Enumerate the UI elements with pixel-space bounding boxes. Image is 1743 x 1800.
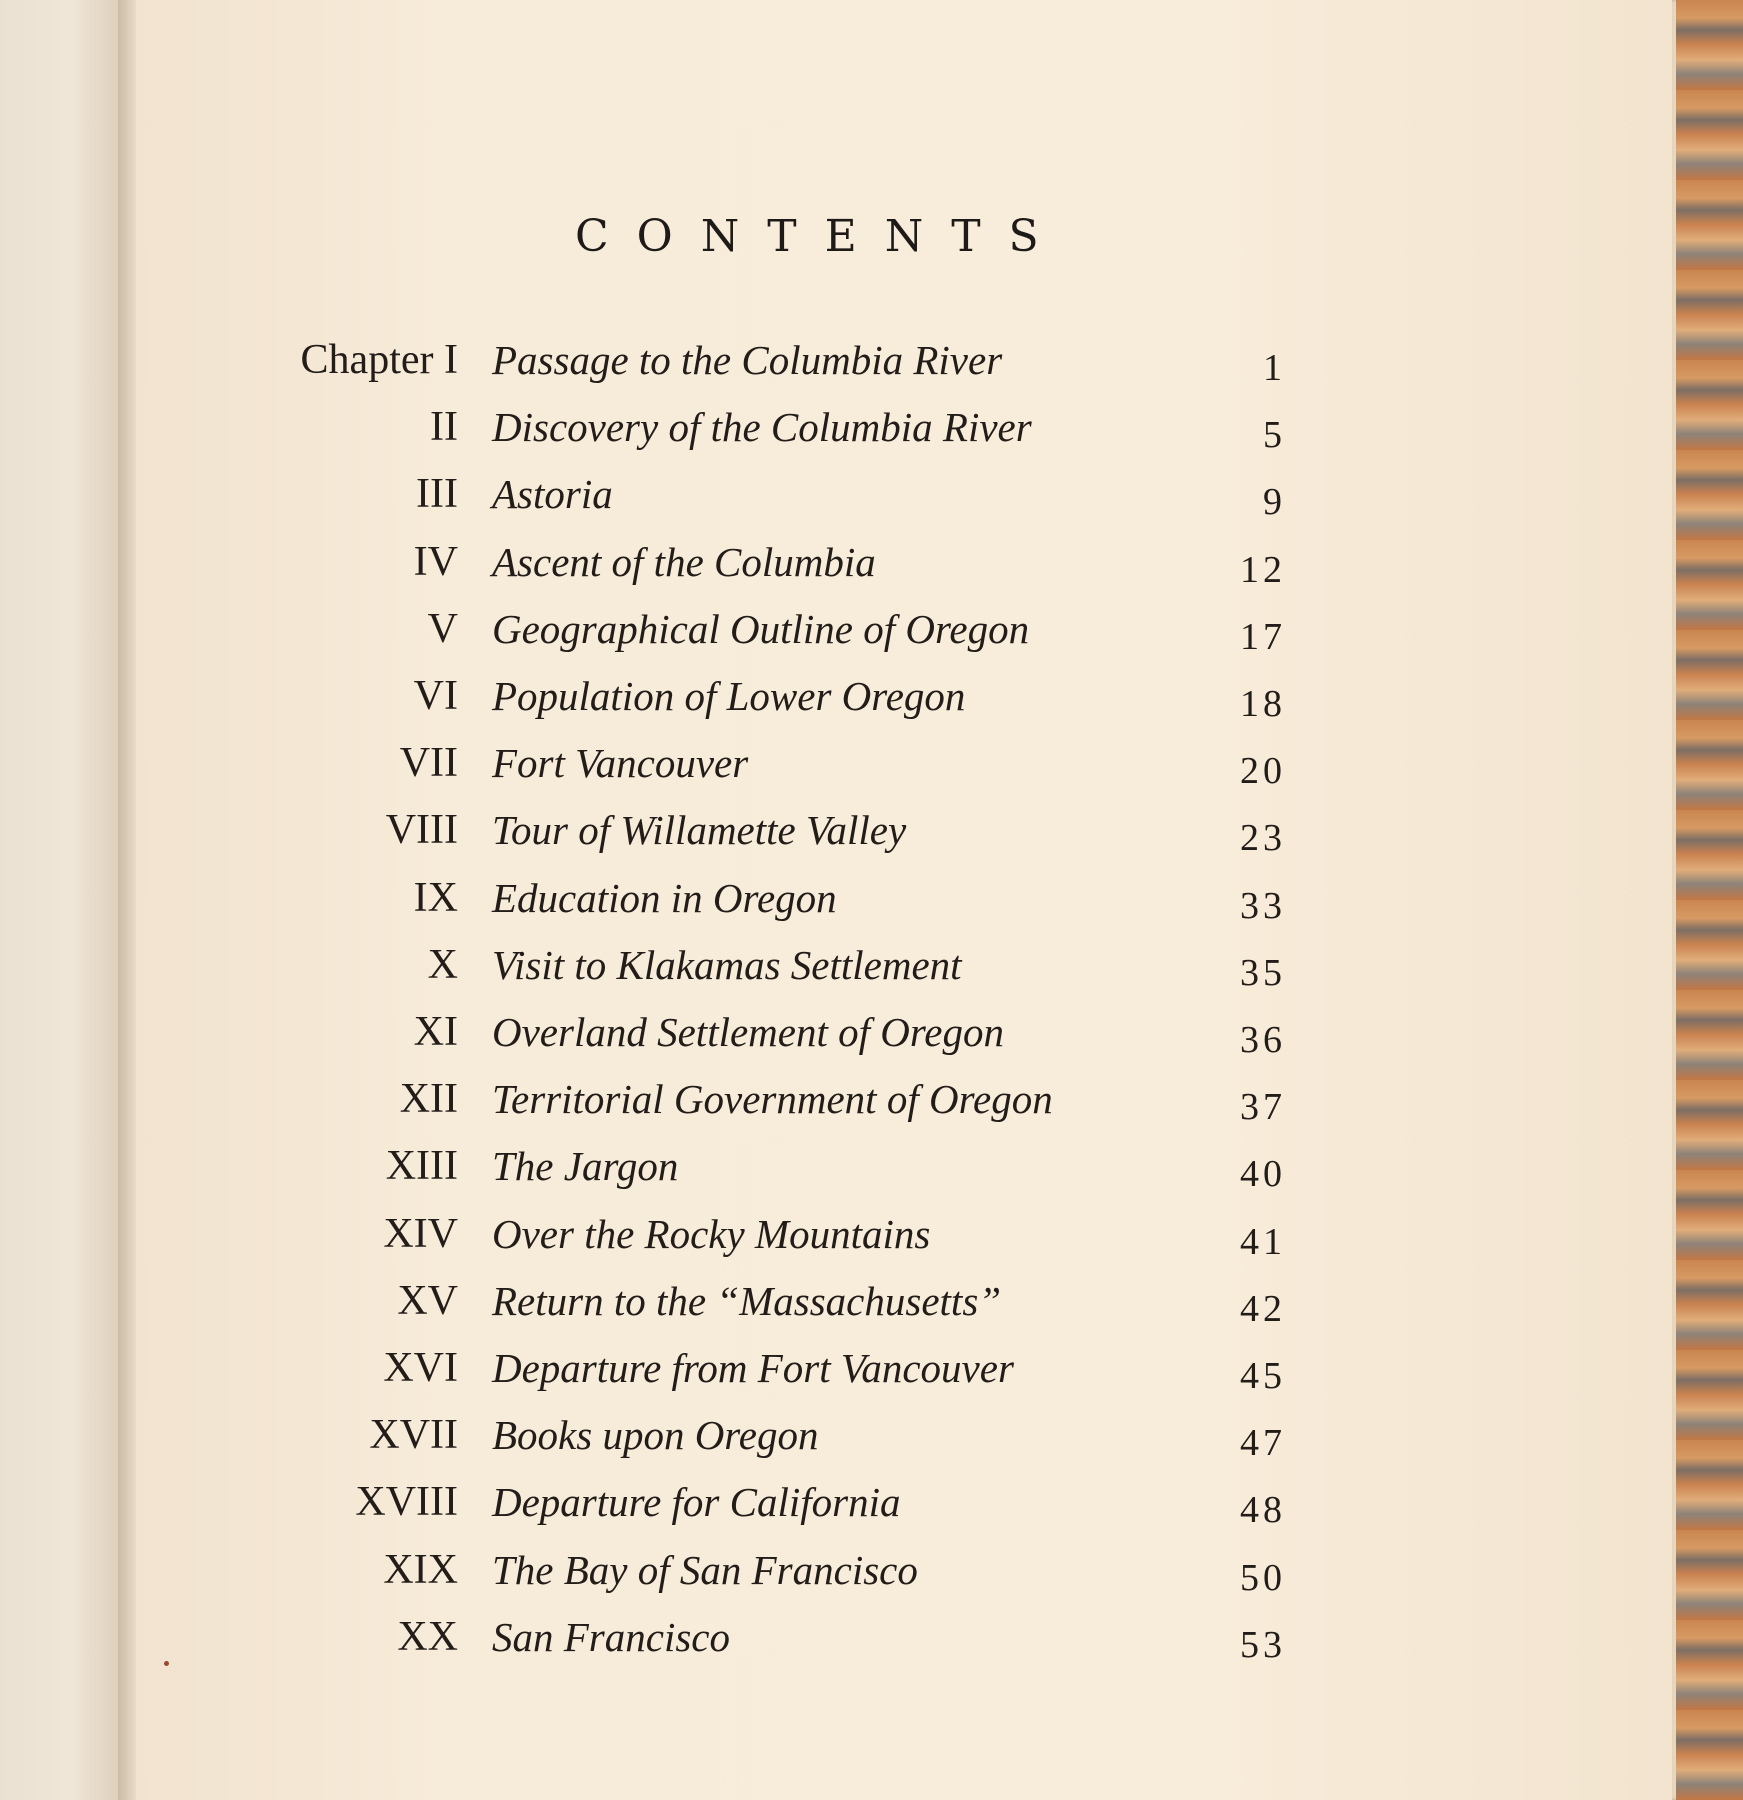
toc-entry <box>0 464 1743 531</box>
toc-entry <box>0 532 1743 599</box>
toc-entry <box>0 1540 1743 1607</box>
toc-entry <box>0 1002 1743 1069</box>
chapter-title: Territorial Government of Oregon <box>492 1076 1053 1123</box>
chapter-title: Over the Rocky Mountains <box>492 1210 931 1257</box>
page-number: 35 <box>1240 951 1286 994</box>
chapter-title: Discovery of the Columbia River <box>492 404 1032 451</box>
chapter-title: Astoria <box>492 471 613 518</box>
page-number: 5 <box>1263 414 1286 457</box>
toc-entry <box>0 397 1743 464</box>
page-number: 47 <box>1240 1422 1286 1465</box>
page-number: 18 <box>1240 683 1286 725</box>
page-number: 23 <box>1240 817 1286 860</box>
chapter-title: Departure from Fort Vancouver <box>492 1345 1014 1391</box>
chapter-title: The Jargon <box>492 1143 679 1190</box>
table-of-contents <box>0 330 1743 1690</box>
chapter-title: Overland Settlement of Oregon <box>492 1009 1004 1055</box>
chapter-title: Return to the “Massachusetts” <box>492 1277 1002 1324</box>
chapter-number: VII <box>399 740 458 787</box>
page-number: 50 <box>1240 1556 1286 1599</box>
toc-entry <box>0 800 1743 867</box>
chapter-number: XII <box>399 1076 458 1123</box>
page-number: 9 <box>1263 481 1286 524</box>
chapter-number: XIV <box>383 1210 458 1257</box>
chapter-number: XI <box>413 1009 458 1055</box>
page-number: 36 <box>1240 1019 1286 1061</box>
chapter-title: Geographical Outline of Oregon <box>492 605 1030 652</box>
page-number: 41 <box>1240 1220 1286 1263</box>
toc-entry <box>0 1338 1743 1405</box>
chapter-number: V <box>427 605 458 652</box>
page-number: 48 <box>1240 1489 1286 1532</box>
page-number: 17 <box>1240 615 1286 658</box>
chapter-title: Passage to the Columbia River <box>492 337 1003 383</box>
chapter-number: Chapter I <box>300 337 458 383</box>
chapter-title: San Francisco <box>492 1613 730 1660</box>
page-number: 42 <box>1240 1287 1286 1330</box>
page-number: 1 <box>1263 347 1286 389</box>
chapter-title: Departure for California <box>492 1479 901 1526</box>
toc-entry <box>0 599 1743 666</box>
chapter-title: The Bay of San Francisco <box>492 1546 918 1593</box>
chapter-number: XVI <box>383 1345 458 1391</box>
chapter-number: III <box>416 471 458 518</box>
toc-entry <box>0 935 1743 1002</box>
chapter-number: XVII <box>369 1412 458 1459</box>
chapter-title: Tour of Willamette Valley <box>492 807 907 854</box>
page-number: 40 <box>1240 1153 1286 1196</box>
chapter-number: IV <box>413 538 458 585</box>
chapter-title: Ascent of the Columbia <box>492 538 876 585</box>
page-number: 33 <box>1240 884 1286 927</box>
page-number: 20 <box>1240 750 1286 793</box>
toc-entry <box>0 1271 1743 1338</box>
chapter-number: XIX <box>383 1546 458 1593</box>
page-number: 53 <box>1240 1623 1286 1666</box>
chapter-number: X <box>427 941 458 988</box>
toc-entry <box>0 1204 1743 1271</box>
toc-entry <box>0 330 1743 397</box>
toc-entry <box>0 733 1743 800</box>
chapter-title: Books upon Oregon <box>492 1412 819 1459</box>
toc-entry <box>0 1405 1743 1472</box>
chapter-title: Population of Lower Oregon <box>492 673 966 719</box>
chapter-number: VI <box>413 673 458 719</box>
chapter-number: IX <box>413 874 458 921</box>
chapter-title: Visit to Klakamas Settlement <box>492 941 962 988</box>
toc-entry <box>0 666 1743 733</box>
toc-entry <box>0 1607 1743 1674</box>
chapter-number: XX <box>397 1613 458 1660</box>
toc-entry <box>0 1136 1743 1203</box>
chapter-title: Fort Vancouver <box>492 740 749 787</box>
chapter-number: VIII <box>385 807 458 854</box>
page-title: CONTENTS <box>575 211 1067 262</box>
page-number: 45 <box>1240 1355 1286 1397</box>
chapter-title: Education in Oregon <box>492 874 837 921</box>
page-number: 37 <box>1240 1086 1286 1129</box>
toc-entry <box>0 1472 1743 1539</box>
chapter-number: II <box>430 404 458 451</box>
toc-entry <box>0 868 1743 935</box>
chapter-number: XIII <box>385 1143 458 1190</box>
chapter-number: XVIII <box>355 1479 458 1526</box>
page-number: 12 <box>1240 548 1286 591</box>
toc-entry <box>0 1069 1743 1136</box>
chapter-number: XV <box>397 1277 458 1324</box>
